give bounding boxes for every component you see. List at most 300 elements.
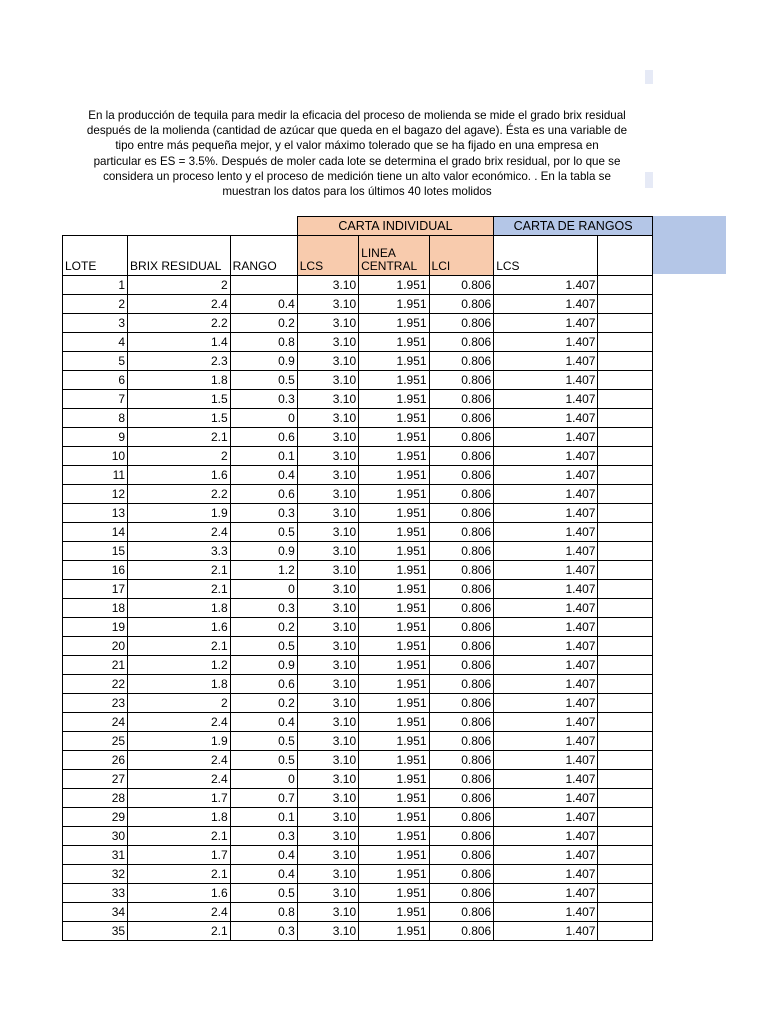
- cell-lci[interactable]: 0.806: [429, 827, 494, 846]
- cell-linea-central[interactable]: 1.951: [359, 903, 429, 922]
- table-row: [63, 694, 653, 713]
- cell-lcs[interactable]: 3.10: [297, 618, 358, 637]
- cell-linea-central[interactable]: 1.951: [359, 732, 429, 751]
- cell-lcs[interactable]: 3.10: [297, 827, 358, 846]
- cell-lote[interactable]: 19: [63, 618, 128, 637]
- cell-next[interactable]: [598, 314, 653, 333]
- cell-rango[interactable]: 0.5: [230, 637, 297, 656]
- cell-lci[interactable]: 0.806: [429, 599, 494, 618]
- cell-lote[interactable]: 26: [63, 751, 128, 770]
- cell-lote[interactable]: 31: [63, 846, 128, 865]
- table-row: [63, 884, 653, 903]
- cell-rango[interactable]: 0.8: [230, 333, 297, 352]
- cell-next[interactable]: [598, 884, 653, 903]
- cell-lcs[interactable]: 3.10: [297, 770, 358, 789]
- cell-next[interactable]: [598, 561, 653, 580]
- cell-lcs-rangos[interactable]: 1.407: [494, 352, 598, 371]
- cell-brix-residual[interactable]: 1.8: [128, 599, 231, 618]
- cell-brix-residual[interactable]: 1.2: [128, 656, 231, 675]
- column-header-lcs[interactable]: LCS: [297, 236, 358, 276]
- cell-linea-central[interactable]: 1.951: [359, 865, 429, 884]
- cell-rango[interactable]: 0.7: [230, 789, 297, 808]
- cell-lcs[interactable]: 3.10: [297, 295, 358, 314]
- cell-rango[interactable]: 0.3: [230, 599, 297, 618]
- cell-rango[interactable]: 0.5: [230, 732, 297, 751]
- cell-lcs[interactable]: 3.10: [297, 447, 358, 466]
- table-row: [63, 485, 653, 504]
- column-header-lci[interactable]: LCI: [429, 236, 494, 276]
- cell-linea-central[interactable]: 1.951: [359, 447, 429, 466]
- cell-linea-central[interactable]: 1.951: [359, 599, 429, 618]
- cell-lote[interactable]: 34: [63, 903, 128, 922]
- cell-lote[interactable]: 27: [63, 770, 128, 789]
- cell-brix-residual[interactable]: 2.3: [128, 352, 231, 371]
- cell-brix-residual[interactable]: 1.7: [128, 846, 231, 865]
- cell-rango[interactable]: 0.9: [230, 656, 297, 675]
- cell-next[interactable]: [598, 827, 653, 846]
- cell-lcs[interactable]: 3.10: [297, 371, 358, 390]
- cell-linea-central[interactable]: 1.951: [359, 561, 429, 580]
- cell-lcs[interactable]: 3.10: [297, 333, 358, 352]
- cell-rango[interactable]: 0.4: [230, 846, 297, 865]
- cell-rango[interactable]: 0.8: [230, 903, 297, 922]
- cell-next[interactable]: [598, 637, 653, 656]
- cell-next[interactable]: [598, 352, 653, 371]
- cell-lote[interactable]: 30: [63, 827, 128, 846]
- cell-rango[interactable]: 0.6: [230, 428, 297, 447]
- cell-lote[interactable]: 29: [63, 808, 128, 827]
- column-header-rango[interactable]: RANGO: [230, 236, 297, 276]
- cell-lcs-rangos[interactable]: 1.407: [494, 276, 598, 295]
- cell-brix-residual[interactable]: 2: [128, 276, 231, 295]
- cell-lci[interactable]: 0.806: [429, 352, 494, 371]
- cell-brix-residual[interactable]: 2.2: [128, 314, 231, 333]
- cell-lcs[interactable]: 3.10: [297, 276, 358, 295]
- cell-lcs[interactable]: 3.10: [297, 580, 358, 599]
- cell-lcs-rangos[interactable]: 1.407: [494, 808, 598, 827]
- cell-lote[interactable]: 15: [63, 542, 128, 561]
- cell-lote[interactable]: 6: [63, 371, 128, 390]
- cell-next[interactable]: [598, 409, 653, 428]
- cell-lcs-rangos[interactable]: 1.407: [494, 789, 598, 808]
- cell-lcs[interactable]: 3.10: [297, 903, 358, 922]
- cell-lci[interactable]: 0.806: [429, 390, 494, 409]
- cell-brix-residual[interactable]: 1.5: [128, 390, 231, 409]
- cell-lcs-rangos[interactable]: 1.407: [494, 637, 598, 656]
- table-row: [63, 808, 653, 827]
- cell-linea-central[interactable]: 1.951: [359, 504, 429, 523]
- cell-linea-central[interactable]: 1.951: [359, 542, 429, 561]
- cell-lcs[interactable]: 3.10: [297, 732, 358, 751]
- cell-linea-central[interactable]: 1.951: [359, 371, 429, 390]
- cell-next[interactable]: [598, 922, 653, 941]
- cell-lci[interactable]: 0.806: [429, 865, 494, 884]
- cell-lcs[interactable]: 3.10: [297, 428, 358, 447]
- cell-lci[interactable]: 0.806: [429, 276, 494, 295]
- cell-lcs[interactable]: 3.10: [297, 523, 358, 542]
- cell-brix-residual[interactable]: 2.1: [128, 561, 231, 580]
- cell-brix-residual[interactable]: 2.4: [128, 903, 231, 922]
- cell-lcs-rangos[interactable]: 1.407: [494, 884, 598, 903]
- cell-brix-residual[interactable]: 1.8: [128, 371, 231, 390]
- cell-linea-central[interactable]: 1.951: [359, 428, 429, 447]
- cell-lci[interactable]: 0.806: [429, 732, 494, 751]
- cell-lote[interactable]: 23: [63, 694, 128, 713]
- cell-rango[interactable]: 0.2: [230, 314, 297, 333]
- cell-brix-residual[interactable]: 3.3: [128, 542, 231, 561]
- cell-rango[interactable]: 0.5: [230, 523, 297, 542]
- cell-next[interactable]: [598, 770, 653, 789]
- cell-lcs-rangos[interactable]: 1.407: [494, 770, 598, 789]
- cell-next[interactable]: [598, 903, 653, 922]
- cell-next[interactable]: [598, 656, 653, 675]
- cell-rango[interactable]: 0.4: [230, 865, 297, 884]
- cell-brix-residual[interactable]: 1.7: [128, 789, 231, 808]
- cell-rango[interactable]: 0.6: [230, 485, 297, 504]
- cell-linea-central[interactable]: 1.951: [359, 770, 429, 789]
- column-header-linea-central[interactable]: LINEA CENTRAL: [359, 236, 429, 276]
- cell-rango[interactable]: 0.9: [230, 352, 297, 371]
- cell-lcs-rangos[interactable]: 1.407: [494, 542, 598, 561]
- cell-rango[interactable]: 0.1: [230, 808, 297, 827]
- cell-next[interactable]: [598, 865, 653, 884]
- cell-lcs-rangos[interactable]: 1.407: [494, 618, 598, 637]
- cell-lcs[interactable]: 3.10: [297, 466, 358, 485]
- cell-lote[interactable]: 28: [63, 789, 128, 808]
- cell-lcs-rangos[interactable]: 1.407: [494, 599, 598, 618]
- cell-rango[interactable]: 0.4: [230, 295, 297, 314]
- cell-brix-residual[interactable]: 2.1: [128, 428, 231, 447]
- cell-rango[interactable]: 0: [230, 580, 297, 599]
- cell-lci[interactable]: 0.806: [429, 922, 494, 941]
- cell-lote[interactable]: 20: [63, 637, 128, 656]
- cell-lci[interactable]: 0.806: [429, 428, 494, 447]
- table-row: [63, 713, 653, 732]
- cell-lci[interactable]: 0.806: [429, 789, 494, 808]
- cell-rango[interactable]: 0.3: [230, 504, 297, 523]
- cell-lcs[interactable]: 3.10: [297, 542, 358, 561]
- cell-next[interactable]: [598, 808, 653, 827]
- cell-lote[interactable]: 11: [63, 466, 128, 485]
- cell-lcs[interactable]: 3.10: [297, 751, 358, 770]
- cell-lote[interactable]: 33: [63, 884, 128, 903]
- cell-lci[interactable]: 0.806: [429, 770, 494, 789]
- cell-linea-central[interactable]: 1.951: [359, 827, 429, 846]
- cell-next[interactable]: [598, 504, 653, 523]
- cell-lci[interactable]: 0.806: [429, 523, 494, 542]
- cell-linea-central[interactable]: 1.951: [359, 485, 429, 504]
- carta-individual-header[interactable]: CARTA INDIVIDUAL: [297, 217, 493, 236]
- cell-lcs-rangos[interactable]: 1.407: [494, 732, 598, 751]
- table-row: [63, 789, 653, 808]
- cell-lcs-rangos[interactable]: 1.407: [494, 390, 598, 409]
- cell-lote[interactable]: 25: [63, 732, 128, 751]
- cell-brix-residual[interactable]: 1.6: [128, 884, 231, 903]
- cell-lote[interactable]: 35: [63, 922, 128, 941]
- cell-lcs[interactable]: 3.10: [297, 884, 358, 903]
- cell-lcs-rangos[interactable]: 1.407: [494, 466, 598, 485]
- cell-rango[interactable]: 0.3: [230, 390, 297, 409]
- cell-lcs[interactable]: 3.10: [297, 504, 358, 523]
- cell-lote[interactable]: 9: [63, 428, 128, 447]
- cell-lote[interactable]: 14: [63, 523, 128, 542]
- cell-linea-central[interactable]: 1.951: [359, 523, 429, 542]
- cell-next[interactable]: [598, 732, 653, 751]
- cell-lote[interactable]: 10: [63, 447, 128, 466]
- cell-lci[interactable]: 0.806: [429, 903, 494, 922]
- cell-rango[interactable]: 0: [230, 770, 297, 789]
- cell-lci[interactable]: 0.806: [429, 694, 494, 713]
- cell-brix-residual[interactable]: 2.4: [128, 770, 231, 789]
- cell-brix-residual[interactable]: 1.6: [128, 466, 231, 485]
- cell-lci[interactable]: 0.806: [429, 485, 494, 504]
- cell-lcs[interactable]: 3.10: [297, 485, 358, 504]
- cell-linea-central[interactable]: 1.951: [359, 409, 429, 428]
- cell-lote[interactable]: 4: [63, 333, 128, 352]
- cell-next[interactable]: [598, 485, 653, 504]
- cell-linea-central[interactable]: 1.951: [359, 713, 429, 732]
- column-header-lote[interactable]: LOTE: [63, 236, 128, 276]
- cell-linea-central[interactable]: 1.951: [359, 618, 429, 637]
- cell-lote[interactable]: 8: [63, 409, 128, 428]
- cell-lci[interactable]: 0.806: [429, 333, 494, 352]
- cell-rango[interactable]: 0.4: [230, 466, 297, 485]
- cell-next[interactable]: [598, 466, 653, 485]
- cell-lci[interactable]: 0.806: [429, 751, 494, 770]
- cell-lcs-rangos[interactable]: 1.407: [494, 846, 598, 865]
- cell-lcs[interactable]: 3.10: [297, 713, 358, 732]
- cell-linea-central[interactable]: 1.951: [359, 846, 429, 865]
- cell-lcs-rangos[interactable]: 1.407: [494, 295, 598, 314]
- cell-lcs-rangos[interactable]: 1.407: [494, 314, 598, 333]
- cell-linea-central[interactable]: 1.951: [359, 751, 429, 770]
- cell-lcs-rangos[interactable]: 1.407: [494, 751, 598, 770]
- cell-rango[interactable]: 1.2: [230, 561, 297, 580]
- cell-next[interactable]: [598, 694, 653, 713]
- cell-lote[interactable]: 17: [63, 580, 128, 599]
- cell-lote[interactable]: 5: [63, 352, 128, 371]
- cell-lci[interactable]: 0.806: [429, 542, 494, 561]
- cell-lote[interactable]: 22: [63, 675, 128, 694]
- cell-lci[interactable]: 0.806: [429, 580, 494, 599]
- cell-linea-central[interactable]: 1.951: [359, 922, 429, 941]
- cell-linea-central[interactable]: 1.951: [359, 333, 429, 352]
- cell-lcs-rangos[interactable]: 1.407: [494, 333, 598, 352]
- cell-brix-residual[interactable]: 2: [128, 694, 231, 713]
- cell-lcs[interactable]: 3.10: [297, 846, 358, 865]
- cell-linea-central[interactable]: 1.951: [359, 808, 429, 827]
- cell-next[interactable]: [598, 599, 653, 618]
- cell-lcs[interactable]: 3.10: [297, 314, 358, 333]
- cell-lci[interactable]: 0.806: [429, 637, 494, 656]
- cell-rango[interactable]: 0.2: [230, 694, 297, 713]
- table-row: [63, 675, 653, 694]
- cell-next[interactable]: [598, 371, 653, 390]
- cell-next[interactable]: [598, 447, 653, 466]
- cell-lcs[interactable]: 3.10: [297, 922, 358, 941]
- cell-brix-residual[interactable]: 2.2: [128, 485, 231, 504]
- cell-next[interactable]: [598, 789, 653, 808]
- cell-rango[interactable]: 0.3: [230, 922, 297, 941]
- cell-next[interactable]: [598, 713, 653, 732]
- cell-next[interactable]: [598, 675, 653, 694]
- cell-lote[interactable]: 32: [63, 865, 128, 884]
- table-row: [63, 656, 653, 675]
- cell-brix-residual[interactable]: 1.9: [128, 504, 231, 523]
- cell-linea-central[interactable]: 1.951: [359, 466, 429, 485]
- cell-lote[interactable]: 16: [63, 561, 128, 580]
- cell-lcs[interactable]: 3.10: [297, 390, 358, 409]
- cell-lcs-rangos[interactable]: 1.407: [494, 903, 598, 922]
- cell-rango[interactable]: 0.4: [230, 713, 297, 732]
- cell-lcs-rangos[interactable]: 1.407: [494, 504, 598, 523]
- cell-lcs-rangos[interactable]: 1.407: [494, 447, 598, 466]
- cell-rango[interactable]: 0.2: [230, 618, 297, 637]
- cell-lcs-rangos[interactable]: 1.407: [494, 523, 598, 542]
- cell-lcs[interactable]: 3.10: [297, 789, 358, 808]
- cell-lci[interactable]: 0.806: [429, 808, 494, 827]
- cell-lcs-rangos[interactable]: 1.407: [494, 922, 598, 941]
- cell-linea-central[interactable]: 1.951: [359, 789, 429, 808]
- cell-rango[interactable]: 0.9: [230, 542, 297, 561]
- carta-rangos-header[interactable]: CARTA DE RANGOS: [494, 217, 653, 236]
- cell-linea-central[interactable]: 1.951: [359, 637, 429, 656]
- cell-lci[interactable]: 0.806: [429, 656, 494, 675]
- cell-lcs[interactable]: 3.10: [297, 865, 358, 884]
- cell-rango[interactable]: 0.5: [230, 371, 297, 390]
- cell-rango[interactable]: 0.5: [230, 751, 297, 770]
- cell-linea-central[interactable]: 1.951: [359, 580, 429, 599]
- cell-lcs-rangos[interactable]: 1.407: [494, 713, 598, 732]
- cell-linea-central[interactable]: 1.951: [359, 276, 429, 295]
- cell-lcs-rangos[interactable]: 1.407: [494, 865, 598, 884]
- cell-lote[interactable]: 24: [63, 713, 128, 732]
- cell-lci[interactable]: 0.806: [429, 713, 494, 732]
- cell-linea-central[interactable]: 1.951: [359, 352, 429, 371]
- cell-brix-residual[interactable]: 2.4: [128, 295, 231, 314]
- cell-brix-residual[interactable]: 2.1: [128, 580, 231, 599]
- cell-lci[interactable]: 0.806: [429, 884, 494, 903]
- cell-brix-residual[interactable]: 1.5: [128, 409, 231, 428]
- cell-next[interactable]: [598, 542, 653, 561]
- cell-lcs-rangos[interactable]: 1.407: [494, 675, 598, 694]
- cell-next[interactable]: [598, 333, 653, 352]
- cell-lci[interactable]: 0.806: [429, 846, 494, 865]
- cell-rango[interactable]: 0.1: [230, 447, 297, 466]
- cell-brix-residual[interactable]: 2.4: [128, 523, 231, 542]
- cell-rango[interactable]: 0.6: [230, 675, 297, 694]
- cell-rango[interactable]: [230, 276, 297, 295]
- cell-rango[interactable]: 0.5: [230, 884, 297, 903]
- cell-lci[interactable]: 0.806: [429, 371, 494, 390]
- cell-brix-residual[interactable]: 1.9: [128, 732, 231, 751]
- cell-lcs[interactable]: 3.10: [297, 637, 358, 656]
- cell-linea-central[interactable]: 1.951: [359, 675, 429, 694]
- cell-lote[interactable]: 1: [63, 276, 128, 295]
- cell-lci[interactable]: 0.806: [429, 675, 494, 694]
- cell-lcs[interactable]: 3.10: [297, 561, 358, 580]
- cell-lcs-rangos[interactable]: 1.407: [494, 485, 598, 504]
- cell-lci[interactable]: 0.806: [429, 314, 494, 333]
- cell-linea-central[interactable]: 1.951: [359, 295, 429, 314]
- cell-lci[interactable]: 0.806: [429, 561, 494, 580]
- cell-lcs[interactable]: 3.10: [297, 352, 358, 371]
- column-header-next[interactable]: [598, 236, 653, 276]
- cell-lcs[interactable]: 3.10: [297, 599, 358, 618]
- cell-linea-central[interactable]: 1.951: [359, 884, 429, 903]
- cell-rango[interactable]: 0.3: [230, 827, 297, 846]
- cell-brix-residual[interactable]: 2.1: [128, 865, 231, 884]
- cell-lci[interactable]: 0.806: [429, 447, 494, 466]
- column-header-lcs-rangos[interactable]: LCS: [494, 236, 598, 276]
- cell-lcs-rangos[interactable]: 1.407: [494, 580, 598, 599]
- cell-lcs-rangos[interactable]: 1.407: [494, 409, 598, 428]
- cell-next[interactable]: [598, 523, 653, 542]
- cell-brix-residual[interactable]: 2.4: [128, 751, 231, 770]
- cell-lote[interactable]: 2: [63, 295, 128, 314]
- cell-lcs[interactable]: 3.10: [297, 409, 358, 428]
- cell-brix-residual[interactable]: 1.8: [128, 675, 231, 694]
- cell-linea-central[interactable]: 1.951: [359, 314, 429, 333]
- cell-lcs-rangos[interactable]: 1.407: [494, 371, 598, 390]
- cell-lote[interactable]: 12: [63, 485, 128, 504]
- cell-next[interactable]: [598, 618, 653, 637]
- cell-brix-residual[interactable]: 2.1: [128, 922, 231, 941]
- cell-lci[interactable]: 0.806: [429, 504, 494, 523]
- cell-next[interactable]: [598, 846, 653, 865]
- cell-lcs[interactable]: 3.10: [297, 694, 358, 713]
- cell-brix-residual[interactable]: 1.4: [128, 333, 231, 352]
- cell-lcs-rangos[interactable]: 1.407: [494, 656, 598, 675]
- cell-brix-residual[interactable]: 2.1: [128, 637, 231, 656]
- cell-lote[interactable]: 3: [63, 314, 128, 333]
- cell-lcs-rangos[interactable]: 1.407: [494, 694, 598, 713]
- table-row: [63, 447, 653, 466]
- cell-rango[interactable]: 0: [230, 409, 297, 428]
- cell-next[interactable]: [598, 276, 653, 295]
- cell-linea-central[interactable]: 1.951: [359, 656, 429, 675]
- cell-brix-residual[interactable]: 2.4: [128, 713, 231, 732]
- column-header-row: [63, 236, 653, 276]
- cell-lci[interactable]: 0.806: [429, 618, 494, 637]
- cell-next[interactable]: [598, 751, 653, 770]
- cell-lote[interactable]: 21: [63, 656, 128, 675]
- cell-lci[interactable]: 0.806: [429, 409, 494, 428]
- cell-lcs-rangos[interactable]: 1.407: [494, 428, 598, 447]
- cell-brix-residual[interactable]: 2.1: [128, 827, 231, 846]
- cell-brix-residual[interactable]: 1.6: [128, 618, 231, 637]
- cell-next[interactable]: [598, 295, 653, 314]
- cell-lcs[interactable]: 3.10: [297, 656, 358, 675]
- cell-lci[interactable]: 0.806: [429, 466, 494, 485]
- cell-lcs-rangos[interactable]: 1.407: [494, 561, 598, 580]
- cell-lcs[interactable]: 3.10: [297, 675, 358, 694]
- cell-next[interactable]: [598, 580, 653, 599]
- cell-lote[interactable]: 13: [63, 504, 128, 523]
- cell-brix-residual[interactable]: 2: [128, 447, 231, 466]
- cell-linea-central[interactable]: 1.951: [359, 694, 429, 713]
- column-header-brix-residual[interactable]: BRIX RESIDUAL: [128, 236, 231, 276]
- cell-lote[interactable]: 7: [63, 390, 128, 409]
- cell-lci[interactable]: 0.806: [429, 295, 494, 314]
- cell-lcs-rangos[interactable]: 1.407: [494, 827, 598, 846]
- cell-next[interactable]: [598, 428, 653, 447]
- cell-lcs[interactable]: 3.10: [297, 808, 358, 827]
- cell-next[interactable]: [598, 390, 653, 409]
- cell-brix-residual[interactable]: 1.8: [128, 808, 231, 827]
- cell-lote[interactable]: 18: [63, 599, 128, 618]
- cell-linea-central[interactable]: 1.951: [359, 390, 429, 409]
